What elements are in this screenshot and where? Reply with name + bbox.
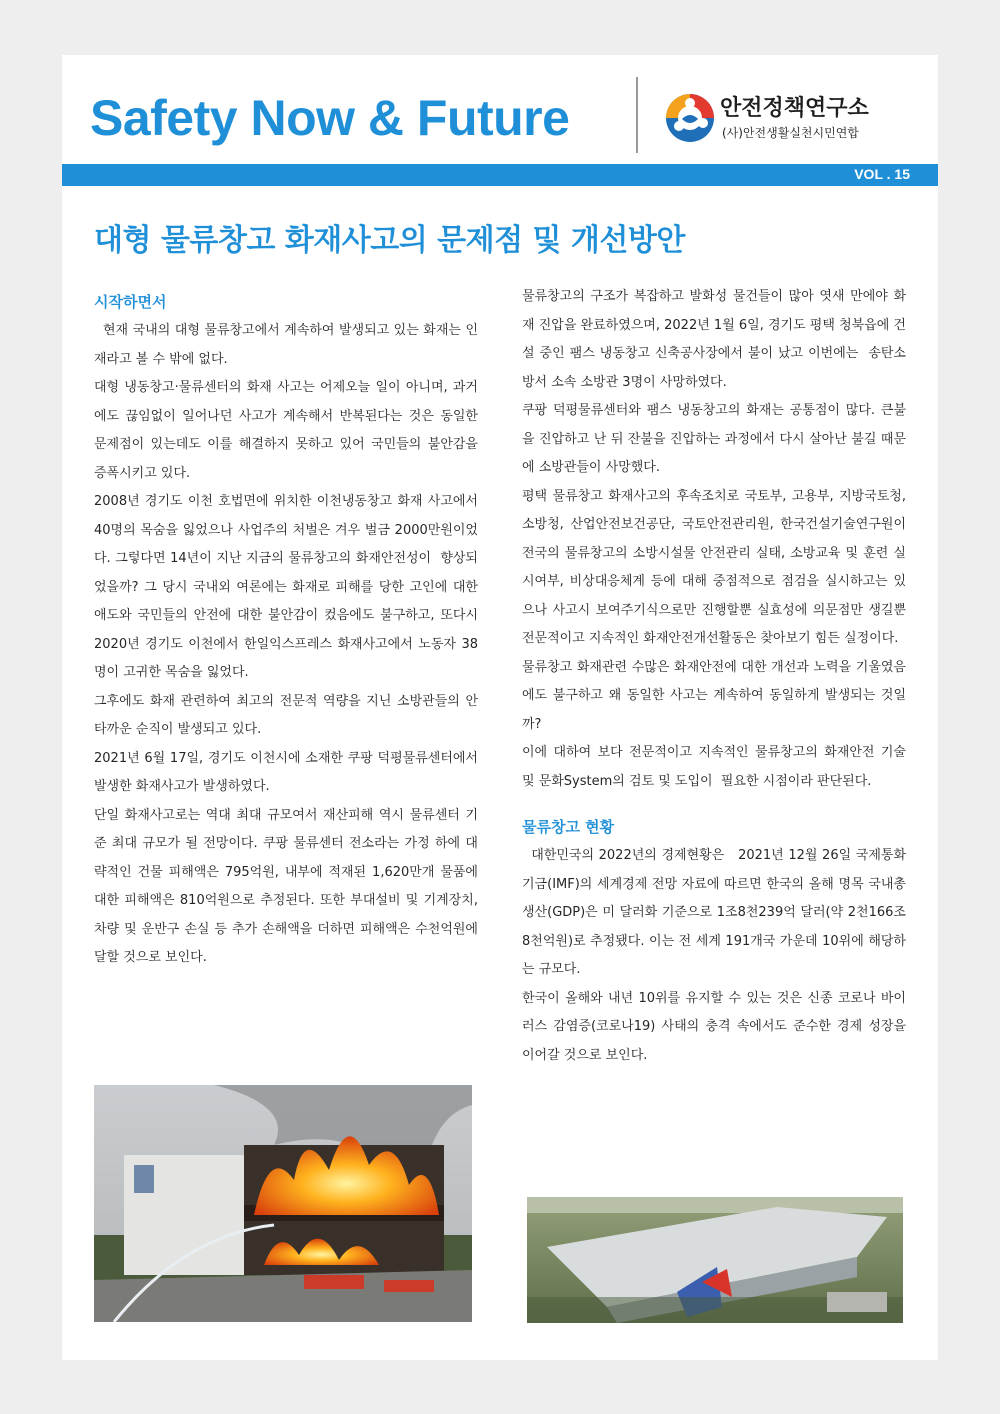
- brand-title: Safety Now & Future: [90, 90, 570, 146]
- warehouse-aerial-photo: [527, 1197, 903, 1323]
- header-bar: [62, 164, 938, 186]
- paragraph: 이에 대하여 보다 전문적이고 지속적인 물류창고의 화재안전 기술 및 문화System의 검토 및 도입이 필요한 시점이라 판단된다.: [522, 745, 911, 789]
- paragraph: 한국이 올해와 내년 10위를 유지할 수 있는 것은 신종 코로나 바이러스 감염증(코로나19) 사태의 충격 속에서도 준수한 경제 성장을 이어갈 것으로 보인다.: [522, 990, 906, 1063]
- left-column: [94, 287, 483, 973]
- warehouse-fire-photo: [94, 1085, 472, 1322]
- newsletter-page: [62, 55, 938, 1360]
- puzzle-circle-logo-icon: [665, 93, 715, 143]
- article-title: 대형 물류창고 화재사고의 문제점 및 개선방안: [94, 223, 685, 258]
- paragraph: 현재 국내의 대형 물류창고에서 계속하여 발생되고 있는 화재는 인재라고 볼 수 밖에 없다.: [94, 323, 479, 367]
- org-name: 안전정책연구소: [720, 96, 869, 121]
- section-heading-status: 물류창고 현황: [522, 818, 615, 836]
- section-heading-intro: 시작하면서: [94, 293, 167, 311]
- paragraph: 평택 물류창고 화재사고의 후속조치로 국토부, 고용부, 지방국토청, 소방청, 산업안전보건공단, 국토안전관리원, 한국건설기술연구원이 전국의 물류창고의 소방시설물 안전관리 실태, 소방교육 및 훈련 실시여부, 비상대응체계 등에 대해 중점적으로 점검을 실시하고는 있으나 사고시 보여주기식으로만 진행할뿐 실효성에 의문점만 생길뿐 전문적이고 지속적인 화재안전개선활동은 찾아보기 힘든 실정이다.: [522, 488, 906, 646]
- paragraph: 물류창고 화재관련 수많은 화재안전에 대한 개선과 노력을 기울였음에도 불구하고 왜 동일한 사고는 계속하여 동일하게 발생되는 것일까?: [522, 659, 906, 732]
- paragraph: 물류창고의 구조가 복잡하고 발화성 물건들이 많아 엿새 만에야 화재 진압을 완료하였으며, 2022년 1월 6일, 경기도 평택 청북읍에 건설 중인 팸스 냉동창고 신축공사장에서 불이 났고 이번에는 송탄소방서 소속 소방관 3명이 사망하였다.: [522, 289, 906, 390]
- paragraph: 대한민국의 2022년의 경제현황은 2021년 12월 26일 국제통화기금(IMF)의 세계경제 전망 자료에 따르면 한국의 올해 명목 국내총생산(GDP)은 미 달러화 기준으로 1조8천239억 달러(약 2천166조8천억원)로 추정됐다. 이는 전 세계 191개국 가운데 10위에 해당하는 규모다.: [522, 848, 906, 977]
- paragraph: 단일 화재사고로는 역대 최대 규모여서 재산피해 역시 물류센터 기준 최대 규모가 될 전망이다. 쿠팡 물류센터 전소라는 가정 하에 대략적인 건물 피해액은 795억원, 내부에 적재된 1,620만개 물품에 대한 피해액은 810억원으로 추정된다. 또한 부대설비 및 기계장치, 차량 및 운반구 손실 등 추가 손해액을 더하면 피해액은 수천억원에 달할 것으로 보인다.: [94, 807, 478, 965]
- org-subtitle: (사)안전생활실천시민연합: [722, 126, 859, 140]
- header-divider: [636, 77, 638, 153]
- right-column: [522, 283, 911, 1070]
- volume-label: VOL . 15: [854, 166, 910, 182]
- paragraph: 대형 냉동창고·물류센터의 화재 사고는 어제오늘 일이 아니며, 과거에도 끊임없이 일어나던 사고가 계속해서 반복된다는 것은 동일한 문제점이 있는데도 이를 해결하지 못하고 있어 국민들의 불안감을 증폭시키고 있다.: [94, 380, 478, 481]
- paragraph: 쿠팡 덕평물류센터와 팸스 냉동창고의 화재는 공통점이 많다. 큰불을 진압하고 난 뒤 잔불을 진압하는 과정에서 다시 살아난 불길 때문에 소방관들이 사망했다.: [522, 403, 906, 475]
- paragraph: 2021년 6월 17일, 경기도 이천시에 소재한 쿠팡 덕평물류센터에서 발생한 화재사고가 발생하였다.: [94, 750, 478, 794]
- paragraph: 그후에도 화재 관련하여 최고의 전문적 역량을 지닌 소방관들의 안타까운 순직이 발생되고 있다.: [94, 693, 478, 737]
- paragraph: 2008년 경기도 이천 호법면에 위치한 이천냉동창고 화재 사고에서 40명의 목숨을 잃었으나 사업주의 처벌은 겨우 벌금 2000만원이었다. 그렇다면 14년이 지난 지금의 물류창고의 화재안전성이 향상되었을까? 그 당시 국내외 여론에는 화재로 피해를 당한 고인에 대한 애도와 국민들의 안전에 대한 불안감이 컸음에도 불구하고, 또다시 2020년 경기도 이천에서 한일익스프레스 화재사고에서 노동자 38명이 고귀한 목숨을 잃었다.: [94, 494, 483, 680]
